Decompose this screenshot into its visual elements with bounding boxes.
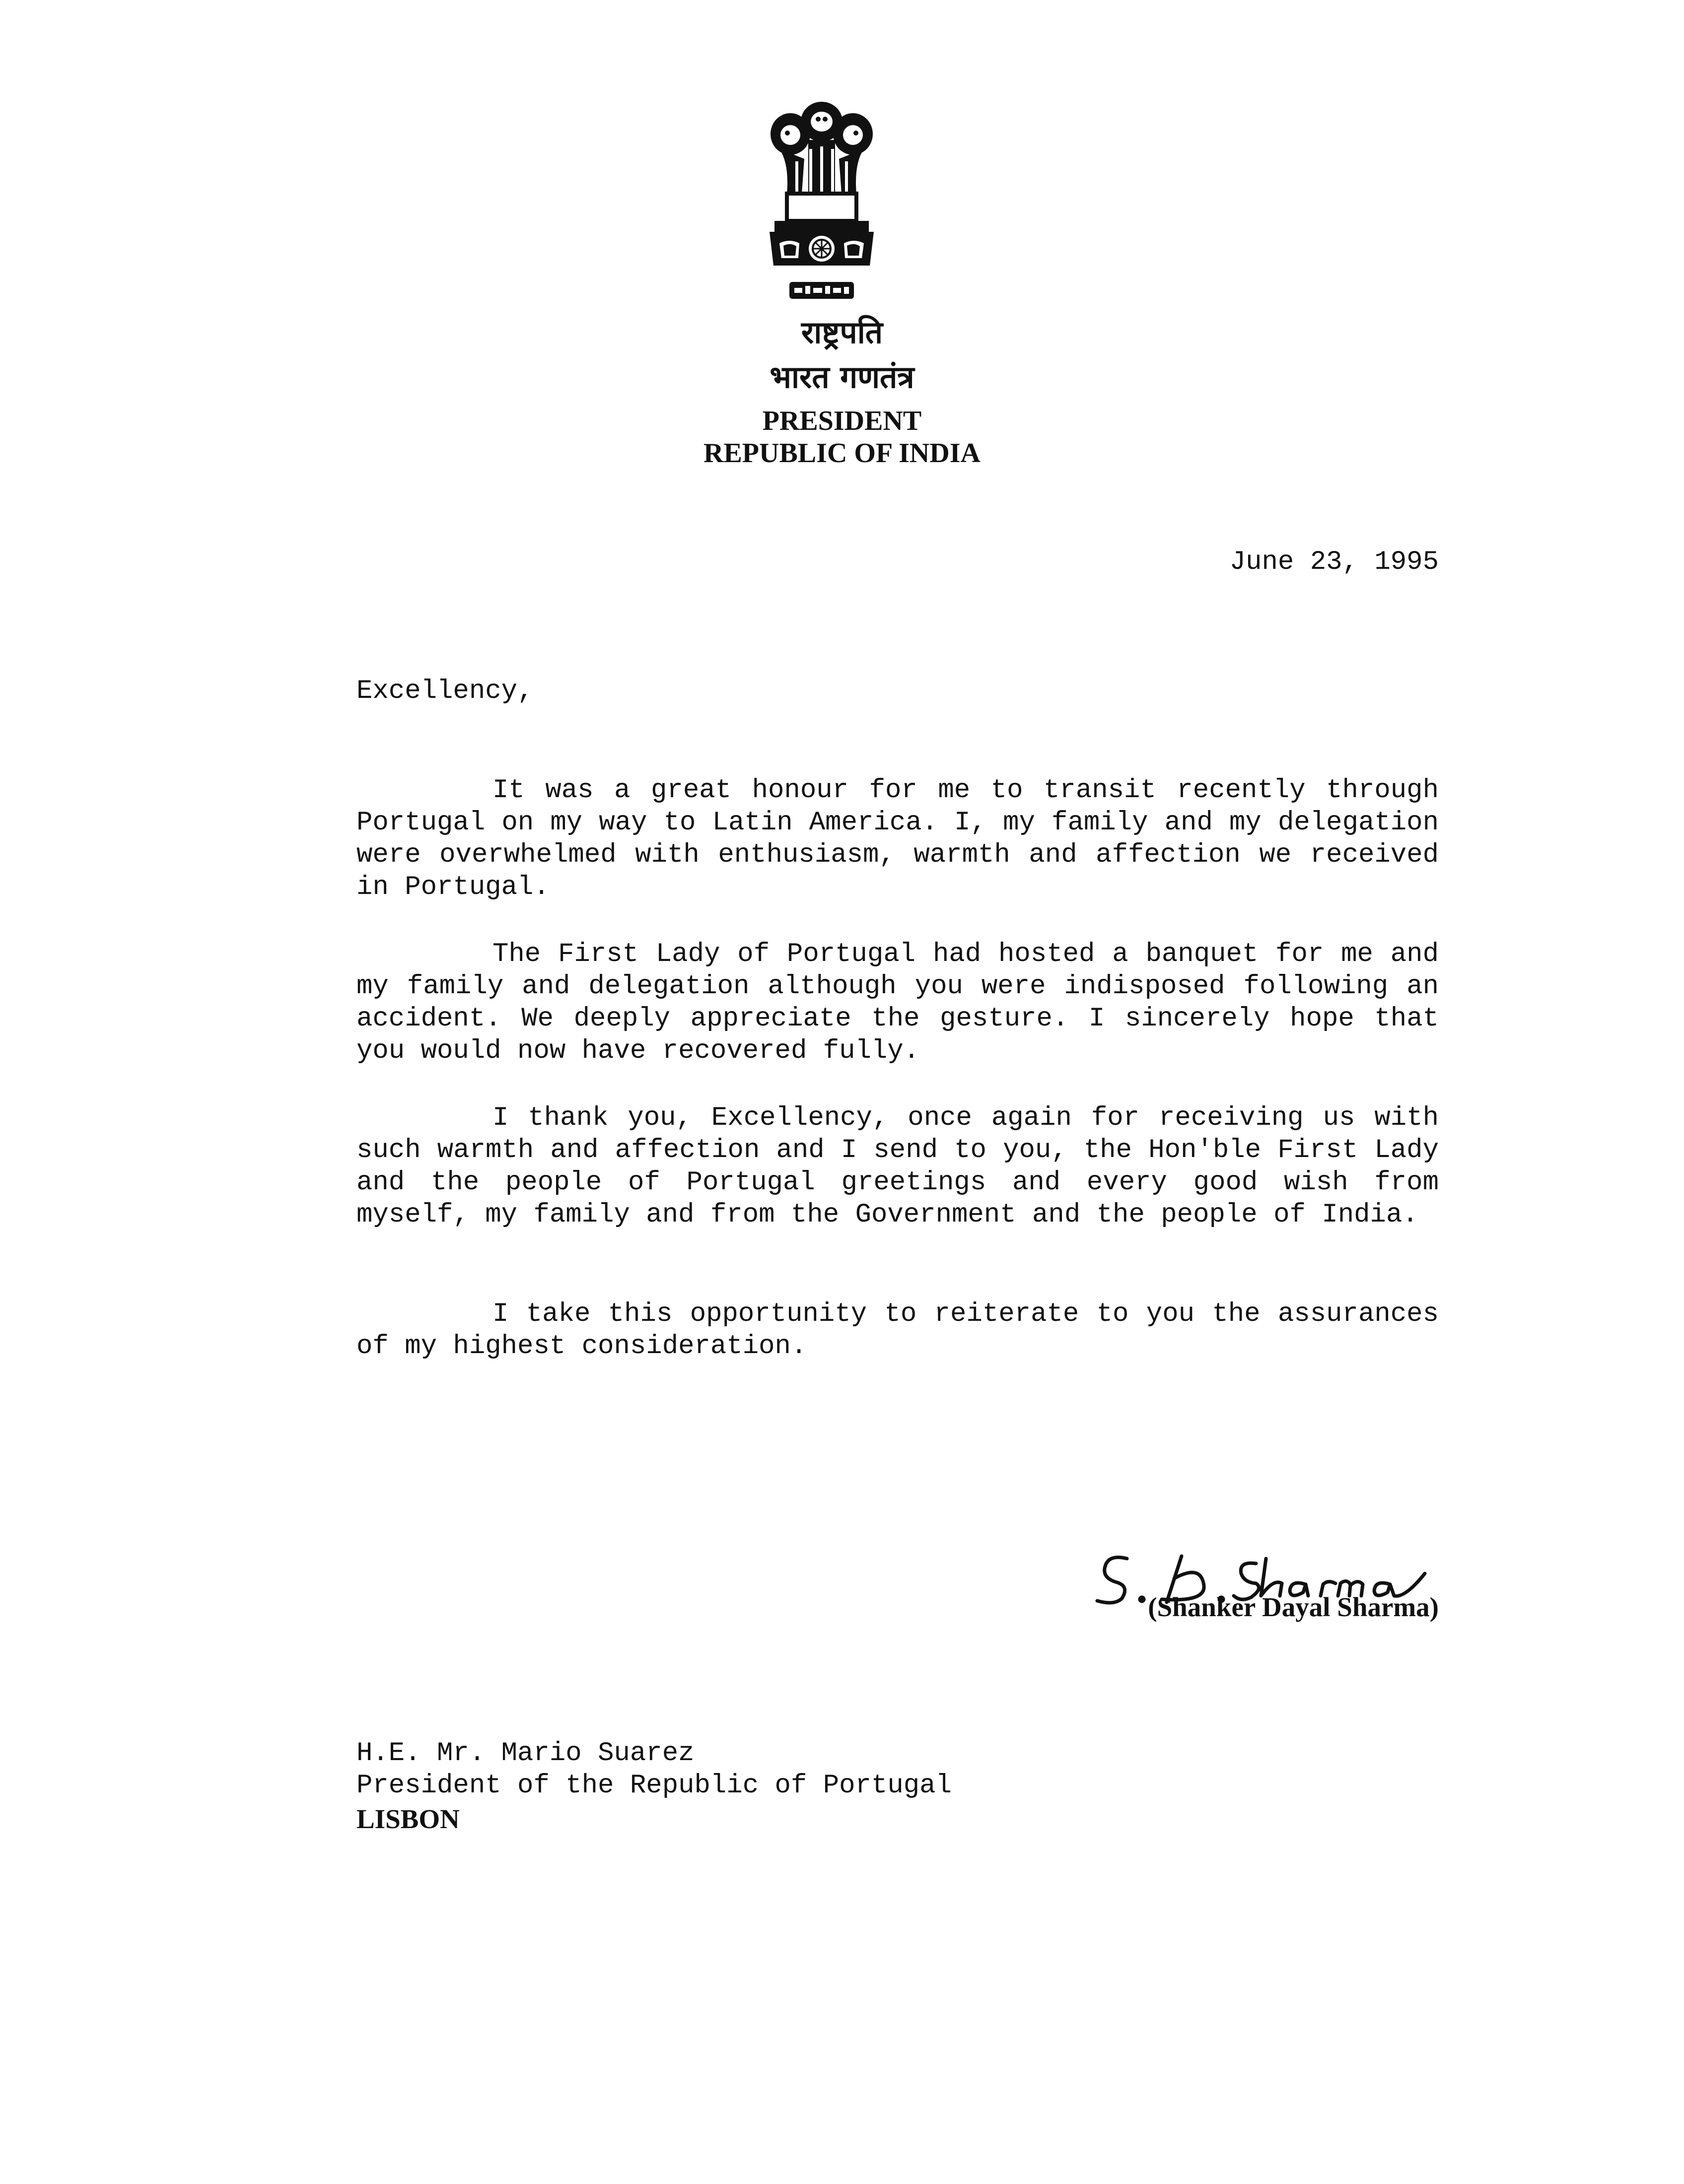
recipient-city: LISBON (356, 1804, 460, 1834)
letter-date: June 23, 1995 (1229, 547, 1439, 577)
letterhead-subtitle: REPUBLIC OF INDIA (703, 438, 981, 469)
recipient-title: President of the Republic of Portugal (356, 1771, 952, 1801)
recipient-name: H.E. Mr. Mario Suarez (356, 1738, 695, 1769)
body-paragraph: I take this opportunity to reiterate to you the assurances of my highest consideration. (356, 1299, 1439, 1362)
state-emblem-icon (760, 94, 884, 308)
body-paragraph: The First Lady of Portugal had hosted a banquet for me and my family and delegation although you were indisposed following an accident. We deeply appreciate the gesture. I sincerely hope that you would now have recovered fully. (356, 939, 1439, 1066)
salutation: Excellency, (356, 676, 534, 706)
hindi-title-president: राष्ट्रपति (801, 314, 883, 350)
letterhead-title: PRESIDENT (762, 406, 922, 436)
body-paragraph: It was a great honour for me to transit recently through Portugal on my way to Latin America. I, my family and my delegation were overwhelmed with enthusiasm, warmth and affection we received in Portugal. (356, 775, 1439, 902)
signatory-name: (Shanker Dayal Sharma) (1148, 1592, 1439, 1622)
body-paragraph: I thank you, Excellency, once again for receiving us with such warmth and affection and I send to you, the Hon'ble First Lady and the people of Portugal greetings and every good wish from myself, my family and from the Government and the people of India. (356, 1103, 1439, 1230)
hindi-title-republic: भारत गणतंत्र (770, 359, 914, 395)
